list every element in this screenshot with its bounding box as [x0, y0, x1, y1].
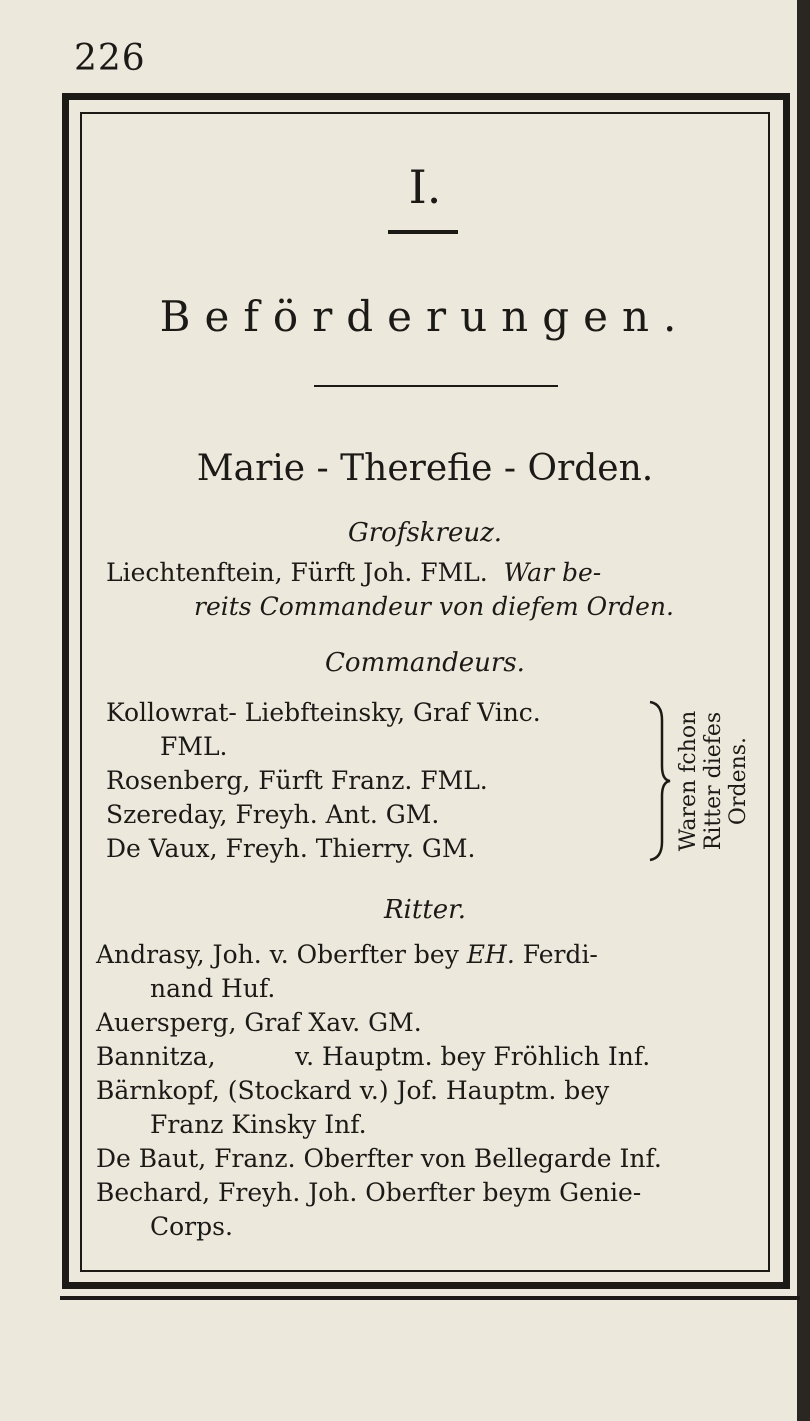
grosskreuz-heading: Grofskreuz. — [347, 518, 503, 548]
list-item-continuation: FML. — [160, 732, 228, 761]
entry-text: Andrasy, Joh. v. Oberfter bey — [96, 940, 467, 969]
list-item: Szereday, Freyh. Ant. GM. — [106, 800, 440, 829]
list-item — [96, 938, 766, 972]
page-title: Beförderungen. — [159, 292, 691, 341]
list-item: Bannitza, v. Hauptm. bey Fröhlich Inf. — [96, 1042, 651, 1071]
short-divider — [388, 230, 458, 234]
long-divider — [314, 385, 558, 387]
commandeurs-heading: Commandeurs. — [325, 648, 525, 678]
list-item: De Baut, Franz. Oberfter von Bellegarde Inf. — [96, 1144, 662, 1173]
list-item: Bärnkopf, (Stockard v.) Jof. Hauptm. bey — [96, 1076, 610, 1105]
grosskreuz-entry — [106, 556, 776, 624]
section-numeral: I. — [408, 160, 442, 214]
order-title: Marie - Therefie - Orden. — [196, 448, 654, 489]
ritter-list — [96, 938, 766, 1244]
brace-note — [676, 700, 766, 862]
list-item-continuation: Franz Kinsky Inf. — [150, 1110, 367, 1139]
brace-note-line: Ritter diefes — [701, 711, 726, 851]
brace-note-line: Ordens. — [726, 736, 751, 826]
brace-note-line: Waren fchon — [676, 710, 701, 852]
list-item: Rosenberg, Fürft Franz. FML. — [106, 766, 488, 795]
bottom-rule — [60, 1296, 800, 1300]
list-item: De Vaux, Freyh. Thierry. GM. — [106, 834, 476, 863]
brace-icon — [646, 700, 672, 862]
list-item-continuation: nand Huf. — [150, 974, 276, 1003]
entry-line: Liechtenftein, Fürft Joh. FML. — [106, 558, 488, 587]
list-item-continuation: Corps. — [150, 1212, 233, 1241]
entry-note: War be- — [503, 558, 602, 587]
list-item: Auersperg, Graf Xav. GM. — [96, 1008, 422, 1037]
list-item: Bechard, Freyh. Joh. Oberfter beym Genie- — [96, 1178, 642, 1207]
entry-continuation: reits Commandeur von diefem Orden. — [194, 592, 674, 621]
page-edge — [797, 0, 810, 1421]
ritter-heading: Ritter. — [383, 895, 466, 925]
entry-text: Ferdi- — [514, 940, 598, 969]
page-number: 226 — [74, 38, 146, 79]
entry-italic: EH. — [466, 940, 515, 969]
list-item: Kollowrat- Liebfteinsky, Graf Vinc. — [106, 698, 541, 727]
